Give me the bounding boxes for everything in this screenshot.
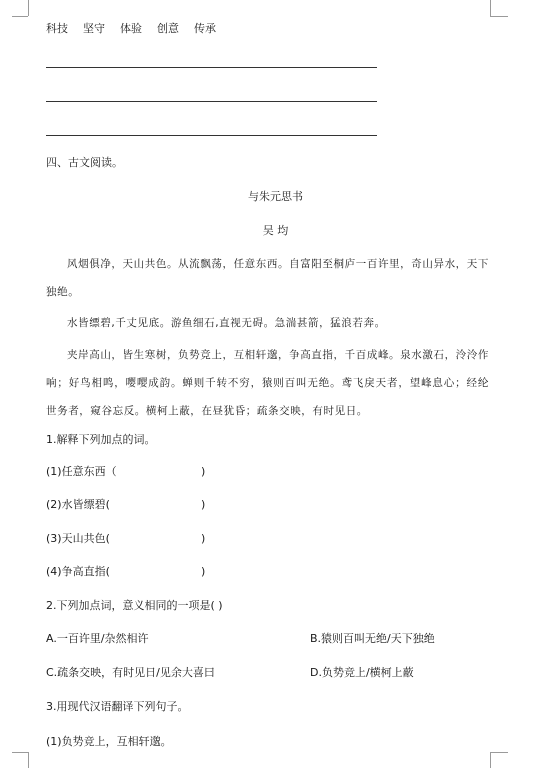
crop-mark: [490, 0, 491, 16]
answer-line: [46, 101, 377, 102]
word: 坚守: [83, 22, 105, 35]
question-2-prompt: 2.下列加点词，意义相同的一项是( ): [46, 599, 223, 612]
word: 传承: [194, 22, 216, 35]
word: 创意: [157, 22, 179, 35]
question-item: (4)争高直指( ): [46, 565, 206, 578]
word: 体验: [120, 22, 142, 35]
word: 科技: [46, 22, 68, 35]
crop-mark: [28, 752, 29, 768]
crop-mark: [490, 752, 508, 753]
crop-mark: [490, 752, 491, 768]
question-item: (3)天山共色( ): [46, 532, 206, 545]
crop-mark: [28, 0, 29, 16]
question-1-prompt: 1.解释下列加点的词。: [46, 433, 156, 446]
answer-line: [46, 135, 377, 136]
paragraph: 夹岸高山，皆生寒树，负势竞上，互相轩邈，争高直指，千百成峰。泉水激石，泠泠作响；好鸟相鸣，嘤嘤成韵。蝉则千转不穷，猿则百叫无绝。鸢飞戾天者，望峰息心；经纶世务者，窥谷忘反。横柯上蔽，在昼犹昏；疏条交映，有时见日。: [46, 349, 489, 417]
option-d: D.负势竞上/横柯上蔽: [310, 666, 414, 679]
question-item: (1)任意东西（ ): [46, 465, 206, 478]
question-item: (2)水皆缥碧( ): [46, 498, 206, 511]
question-3-prompt: 3.用现代汉语翻译下列句子。: [46, 700, 189, 713]
text-author: 吴 均: [262, 224, 289, 237]
option-c: C.疏条交映，有时见日/见余大喜曰: [46, 666, 215, 679]
question-item: (1)负势竞上，互相轩邈。: [46, 735, 172, 748]
text-title: 与朱元思书: [248, 190, 303, 203]
paragraph: 水皆缥碧,千丈见底。游鱼细石,直视无碍。急湍甚箭，猛浪若奔。: [67, 317, 386, 329]
word-list: [46, 22, 231, 36]
crop-mark: [12, 752, 28, 753]
answer-line: [46, 67, 377, 68]
paragraph: 风烟俱净，天山共色。从流飘荡，任意东西。自富阳至桐庐一百许里，奇山异水，天下独绝。: [46, 258, 489, 298]
option-a: A.一百许里/杂然相许: [46, 632, 149, 645]
crop-mark: [490, 16, 508, 17]
option-b: B.猿则百叫无绝/天下独绝: [310, 632, 435, 645]
crop-mark: [12, 16, 28, 17]
section-heading: 四、古文阅读。: [46, 156, 123, 169]
